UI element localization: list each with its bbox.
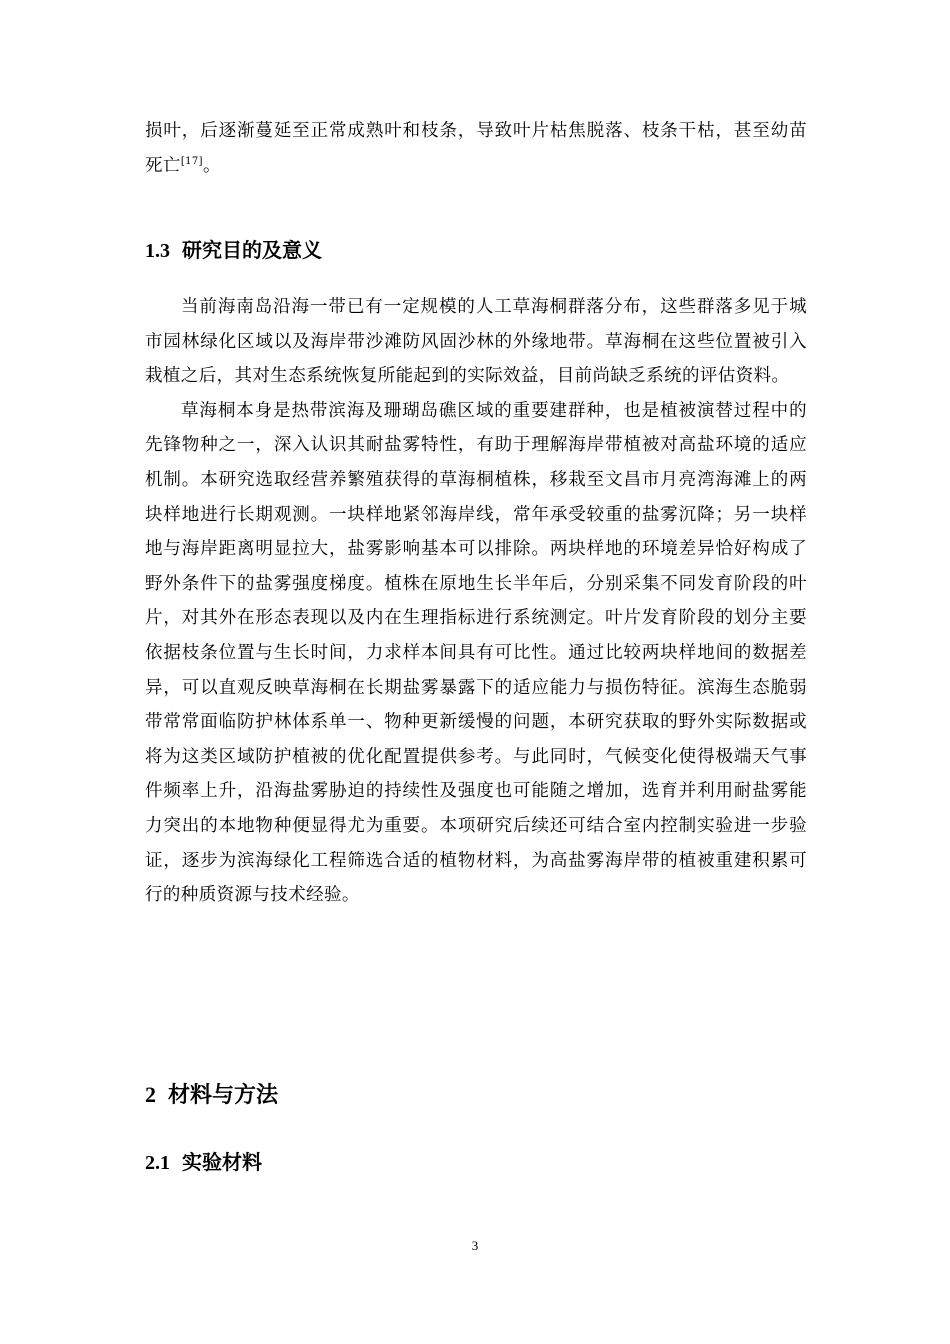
- section-number: 2.1: [145, 1152, 170, 1174]
- section-number: 2: [145, 1082, 156, 1107]
- section-title: 实验材料: [182, 1150, 262, 1174]
- paragraph-body: 损叶，后逐渐蔓延至正常成熟叶和枝条，导致叶片枯焦脱落、枝条干枯，甚至幼苗死亡: [145, 121, 807, 176]
- citation-reference: [17]: [180, 155, 203, 167]
- body-paragraph: 当前海南岛沿海一带已有一定规模的人工草海桐群落分布，这些群落多见于城市园林绿化区域以及海岸带沙滩防风固沙林的外缘地带。草海桐在这些位置被引入栽植之后，其对生态系统恢复所能起到的实际效益，目前尚缺乏系统的评估资料。: [145, 297, 807, 387]
- body-paragraph: 草海桐本身是热带滨海及珊瑚岛礁区域的重要建群种，也是植被演替过程中的先锋物种之一，深入认识其耐盐雾特性，有助于理解海岸带植被对高盐环境的适应机制。本研究选取经营养繁殖获得的草海桐植株，移栽至文昌市月亮湾海滩上的两块样地进行长期观测。一块样地紧邻海岸线，常年承受较重的盐雾沉降；另一块样地与海岸距离明显拉大，盐雾影响基本可以排除。两块样地的环境差异恰好构成了野外条件下的盐雾强度梯度。植株在原地生长半年后，分别采集不同发育阶段的叶片，对其外在形态表现以及内在生理指标进行系统测定。叶片发育阶段的划分主要依据枝条位置与生长时间，力求样本间具有可比性。通过比较两块样地间的数据差异，可以直观反映草海桐在长期盐雾暴露下的适应能力与损伤特征。滨海生态脆弱带常常面临防护林体系单一、物种更新缓慢的问题，本研究获取的野外实际数据或将为这类区域防护植被的优化配置提供参考。与此同时，气候变化使得极端天气事件频率上升，沿海盐雾胁迫的持续性及强度也可能随之增加，选育并利用耐盐雾能力突出的本地物种便显得尤为重要。本项研究后续还可结合室内控制实验进一步验证，逐步为滨海绿化工程筛选合适的植物材料，为高盐雾海岸带的植被重建积累可行的种质资源与技术经验。: [145, 400, 807, 906]
- section-heading-2: [145, 1078, 278, 1109]
- section-title: 研究目的及意义: [182, 238, 322, 262]
- section-heading-2-1: [145, 1146, 262, 1175]
- page-number: 3: [471, 1238, 479, 1253]
- paragraph-text: [145, 114, 807, 183]
- paragraph-end-punctuation: 。: [202, 155, 221, 176]
- section-title: 材料与方法: [168, 1083, 279, 1108]
- body-paragraph-continued: [145, 114, 807, 183]
- section-number: 1.3: [145, 240, 170, 262]
- section-heading-1-3: [145, 234, 322, 263]
- section-1-3-body: [145, 290, 807, 913]
